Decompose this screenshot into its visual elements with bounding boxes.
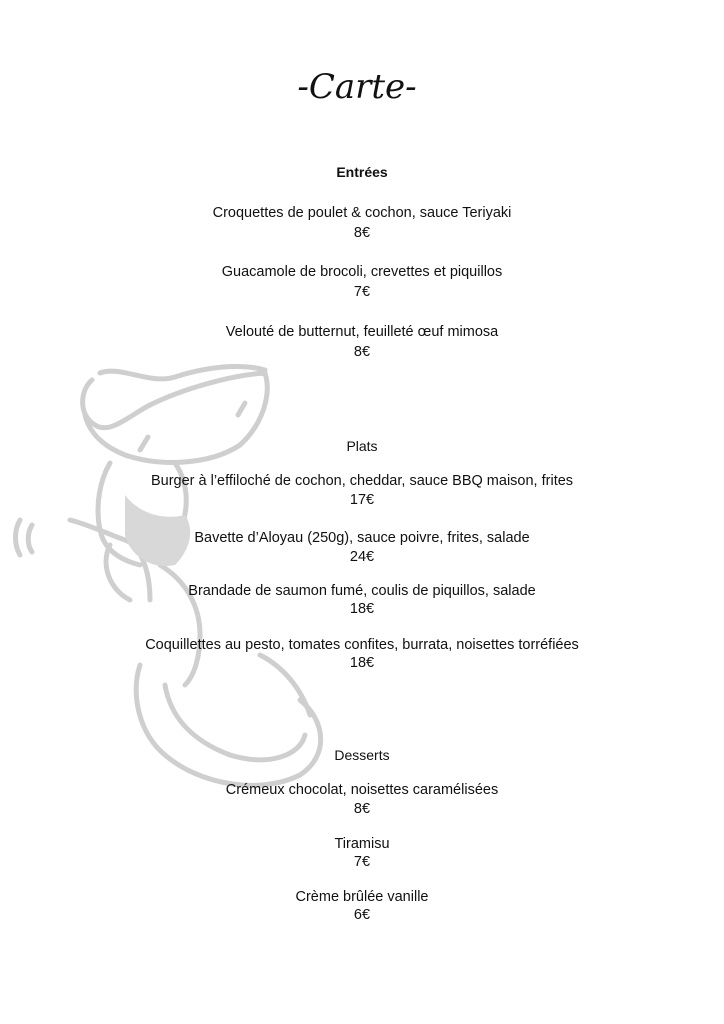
menu-item-name: Tiramisu [334,836,390,852]
menu-item-name: Coquillettes au pesto, tomates confites, burrata, noisettes torréfiées [145,637,579,653]
menu-item-price: 6€ [353,907,371,923]
menu-item-price: 18€ [349,601,375,617]
menu-item-price: 7€ [353,284,371,300]
menu-item-price: 8€ [353,225,371,241]
menu-item-name: Croquettes de poulet & cochon, sauce Teriyaki [212,205,512,221]
menu-item-price: 18€ [349,655,375,671]
carte-title-text: -Carte- [297,67,417,107]
menu-item-price: 8€ [353,801,371,817]
menu-item-name: Brandade de saumon fumé, coulis de piquillos, salade [188,583,536,599]
menu-item-name: Bavette d’Aloyau (250g), sauce poivre, frites, salade [194,530,530,546]
menu-item-name: Crémeux chocolat, noisettes caramélisées [225,782,499,798]
section-title-desserts: Desserts [334,747,390,763]
menu-item-price: 8€ [353,344,371,360]
menu-item-name: Guacamole de brocoli, crevettes et piquillos [221,264,503,280]
menu-item-price: 24€ [349,549,375,565]
section-title-plats: Plats [346,438,378,454]
menu-item-price: 7€ [353,854,371,870]
section-title-entrees: Entrées [336,164,388,180]
menu-item-name: Velouté de butternut, feuilleté œuf mimosa [225,324,499,340]
menu-item-price: 17€ [349,492,375,508]
menu-item-name: Burger à l’effiloché de cochon, cheddar, sauce BBQ maison, frites [150,473,574,489]
menu-item-name: Crème brûlée vanille [295,889,429,905]
